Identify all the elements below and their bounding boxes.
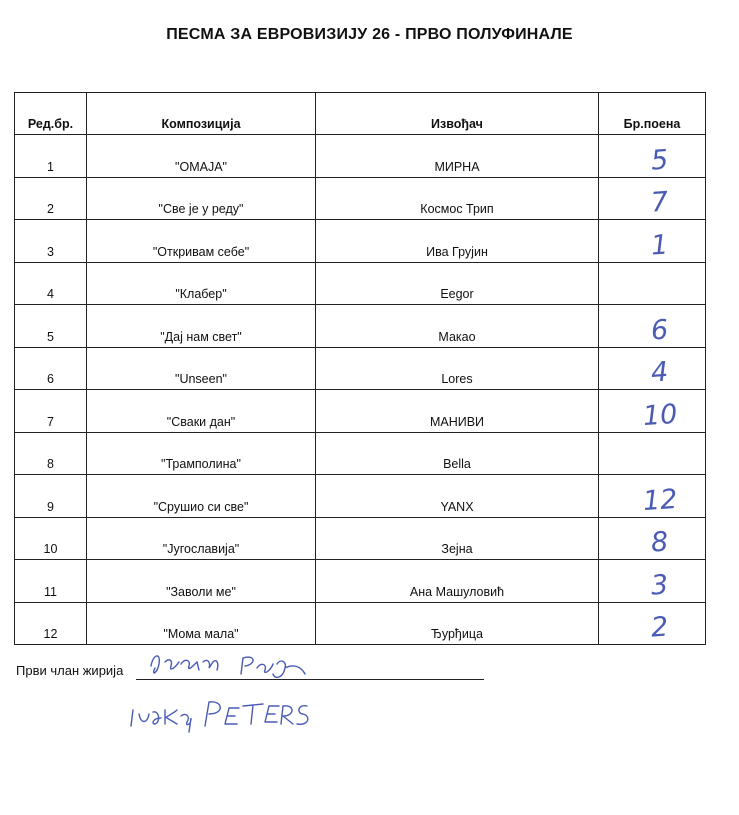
row-song: "Југославија" xyxy=(87,517,316,560)
handwritten-printed-name xyxy=(125,688,315,734)
row-number: 2 xyxy=(15,177,87,220)
row-song: "Unseen" xyxy=(87,347,316,390)
row-points xyxy=(599,305,706,348)
row-artist: Ива Грујин xyxy=(316,220,599,263)
row-song: "ОМАЈА" xyxy=(87,135,316,178)
scores-table xyxy=(14,92,706,645)
row-points xyxy=(599,177,706,220)
row-number: 4 xyxy=(15,262,87,305)
row-points xyxy=(599,560,706,603)
row-artist: YANX xyxy=(316,475,599,518)
handwritten-points: 4 xyxy=(650,356,670,389)
handwritten-points: 10 xyxy=(641,398,679,432)
handwritten-signature xyxy=(145,644,315,686)
row-number: 11 xyxy=(15,560,87,603)
header-number: Ред.бр. xyxy=(15,93,87,135)
handwritten-points: 2 xyxy=(650,611,670,644)
table-row xyxy=(15,262,706,305)
table-header-row xyxy=(15,93,706,135)
row-number: 7 xyxy=(15,390,87,433)
juror-label: Први члан жирија xyxy=(16,663,124,678)
handwritten-points: 8 xyxy=(650,526,670,559)
row-number: 6 xyxy=(15,347,87,390)
row-number: 10 xyxy=(15,517,87,560)
header-artist: Извођач xyxy=(316,93,599,135)
row-artist: Космос Трип xyxy=(316,177,599,220)
row-artist: Lores xyxy=(316,347,599,390)
table-row xyxy=(15,517,706,560)
row-song: "Све је у реду" xyxy=(87,177,316,220)
row-song: "Мома мала" xyxy=(87,602,316,645)
row-artist: Ана Машуловић xyxy=(316,560,599,603)
row-song: "Трамполина" xyxy=(87,432,316,475)
row-number: 12 xyxy=(15,602,87,645)
row-artist: Bella xyxy=(316,432,599,475)
row-artist: Ђурђица xyxy=(316,602,599,645)
table-row xyxy=(15,305,706,348)
row-points xyxy=(599,220,706,263)
header-points: Бр.поена xyxy=(599,93,706,135)
table-row xyxy=(15,560,706,603)
table-row xyxy=(15,135,706,178)
row-song: "Откривам себе" xyxy=(87,220,316,263)
row-points xyxy=(599,602,706,645)
handwritten-points: 12 xyxy=(641,483,679,517)
table-row xyxy=(15,220,706,263)
row-number: 8 xyxy=(15,432,87,475)
row-number: 1 xyxy=(15,135,87,178)
row-number: 5 xyxy=(15,305,87,348)
row-song: "Дај нам свет" xyxy=(87,305,316,348)
header-song: Композиција xyxy=(87,93,316,135)
row-artist: Зејна xyxy=(316,517,599,560)
table-row xyxy=(15,432,706,475)
table-row xyxy=(15,602,706,645)
row-song: "Клабер" xyxy=(87,262,316,305)
row-points xyxy=(599,517,706,560)
row-song: "Заволи ме" xyxy=(87,560,316,603)
handwritten-points: 7 xyxy=(650,186,670,219)
handwritten-points: 5 xyxy=(650,143,670,177)
row-points xyxy=(599,135,706,178)
row-points xyxy=(599,432,706,475)
row-number: 3 xyxy=(15,220,87,263)
handwritten-points: 1 xyxy=(650,228,670,262)
table-row xyxy=(15,390,706,433)
row-artist: МАНИВИ xyxy=(316,390,599,433)
row-song: "Срушио си све" xyxy=(87,475,316,518)
table-row xyxy=(15,177,706,220)
row-points xyxy=(599,475,706,518)
row-artist: МИРНА xyxy=(316,135,599,178)
row-artist: Eegor xyxy=(316,262,599,305)
row-points xyxy=(599,262,706,305)
row-points xyxy=(599,390,706,433)
row-song: "Сваки дан" xyxy=(87,390,316,433)
table-row xyxy=(15,347,706,390)
row-number: 9 xyxy=(15,475,87,518)
row-artist: Макао xyxy=(316,305,599,348)
row-points xyxy=(599,347,706,390)
document-title: ПЕСМА ЗА ЕВРОВИЗИЈУ 26 - ПРВО ПОЛУФИНАЛЕ xyxy=(166,26,573,43)
table-row xyxy=(15,475,706,518)
handwritten-points: 6 xyxy=(650,313,670,347)
handwritten-points: 3 xyxy=(650,568,670,602)
